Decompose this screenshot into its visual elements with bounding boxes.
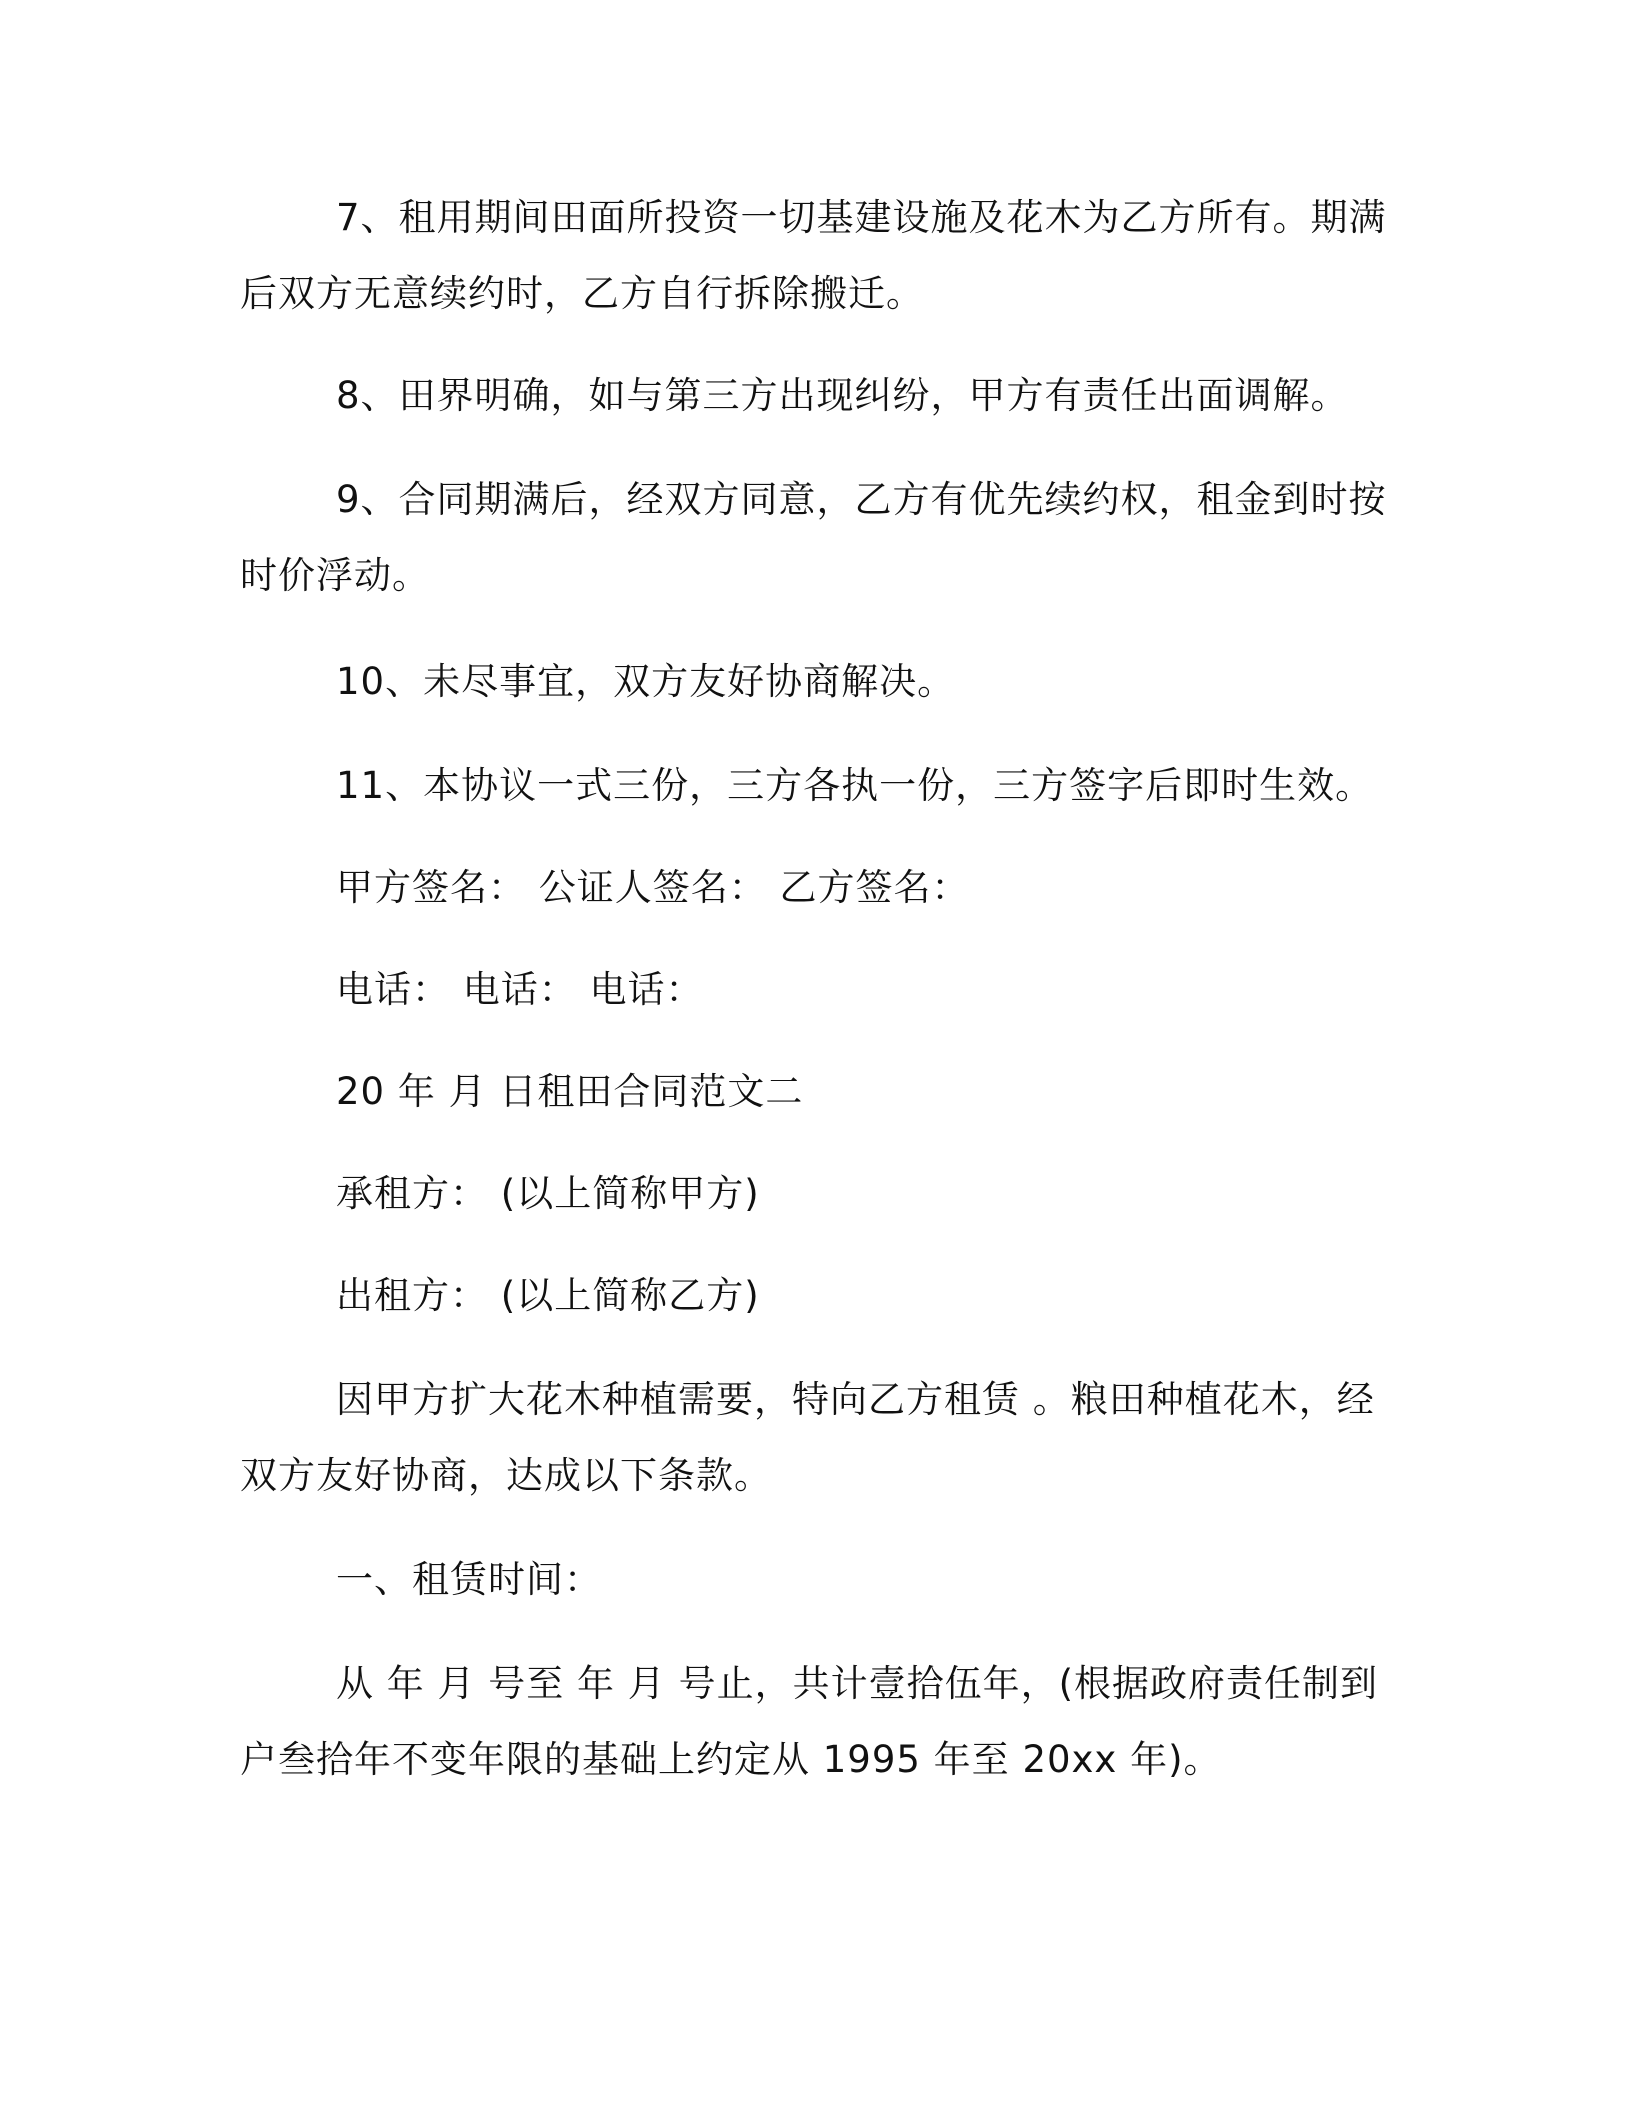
section-1-body [240, 1646, 1390, 1798]
clause-11: 11、本协议一式三份，三方各执一份，三方签字后即时生效。 [336, 764, 1374, 807]
intro-text: 因甲方扩大花木种植需要，特向乙方租赁 。粮田种植花木，经双方友好协商，达成以下条款。 [240, 1378, 1375, 1497]
section-1-heading: 一、租赁时间： [336, 1558, 602, 1601]
section-1-body-text: 从 年 月 号至 年 月 号止，共计壹拾伍年，(根据政府责任制到户叁拾年不变年限的基础上约定从 1995 年至 20xx 年)。 [240, 1662, 1379, 1781]
clause-8: 8、田界明确，如与第三方出现纠纷，甲方有责任出面调解。 [336, 374, 1349, 417]
clause-7-text: 7、租用期间田面所投资一切基建设施及花木为乙方所有。期满后双方无意续约时，乙方自行拆除搬迁。 [240, 196, 1387, 315]
signature-line: 甲方签名： 公证人签名： 乙方签名： [336, 866, 970, 909]
lessor-line: 出租方： (以上简称乙方) [336, 1274, 760, 1317]
clause-7 [240, 180, 1390, 332]
lessee-line: 承租方： (以上简称甲方) [336, 1172, 760, 1215]
intro-paragraph [240, 1362, 1390, 1514]
clause-9-text: 9、合同期满后，经双方同意，乙方有优先续约权，租金到时按时价浮动。 [240, 478, 1387, 597]
phone-line: 电话： 电话： 电话： [336, 968, 704, 1011]
clause-9 [240, 462, 1390, 614]
clause-10: 10、未尽事宜，双方友好协商解决。 [336, 660, 956, 703]
date-title-line: 20 年 月 日租田合同范文二 [336, 1070, 804, 1113]
